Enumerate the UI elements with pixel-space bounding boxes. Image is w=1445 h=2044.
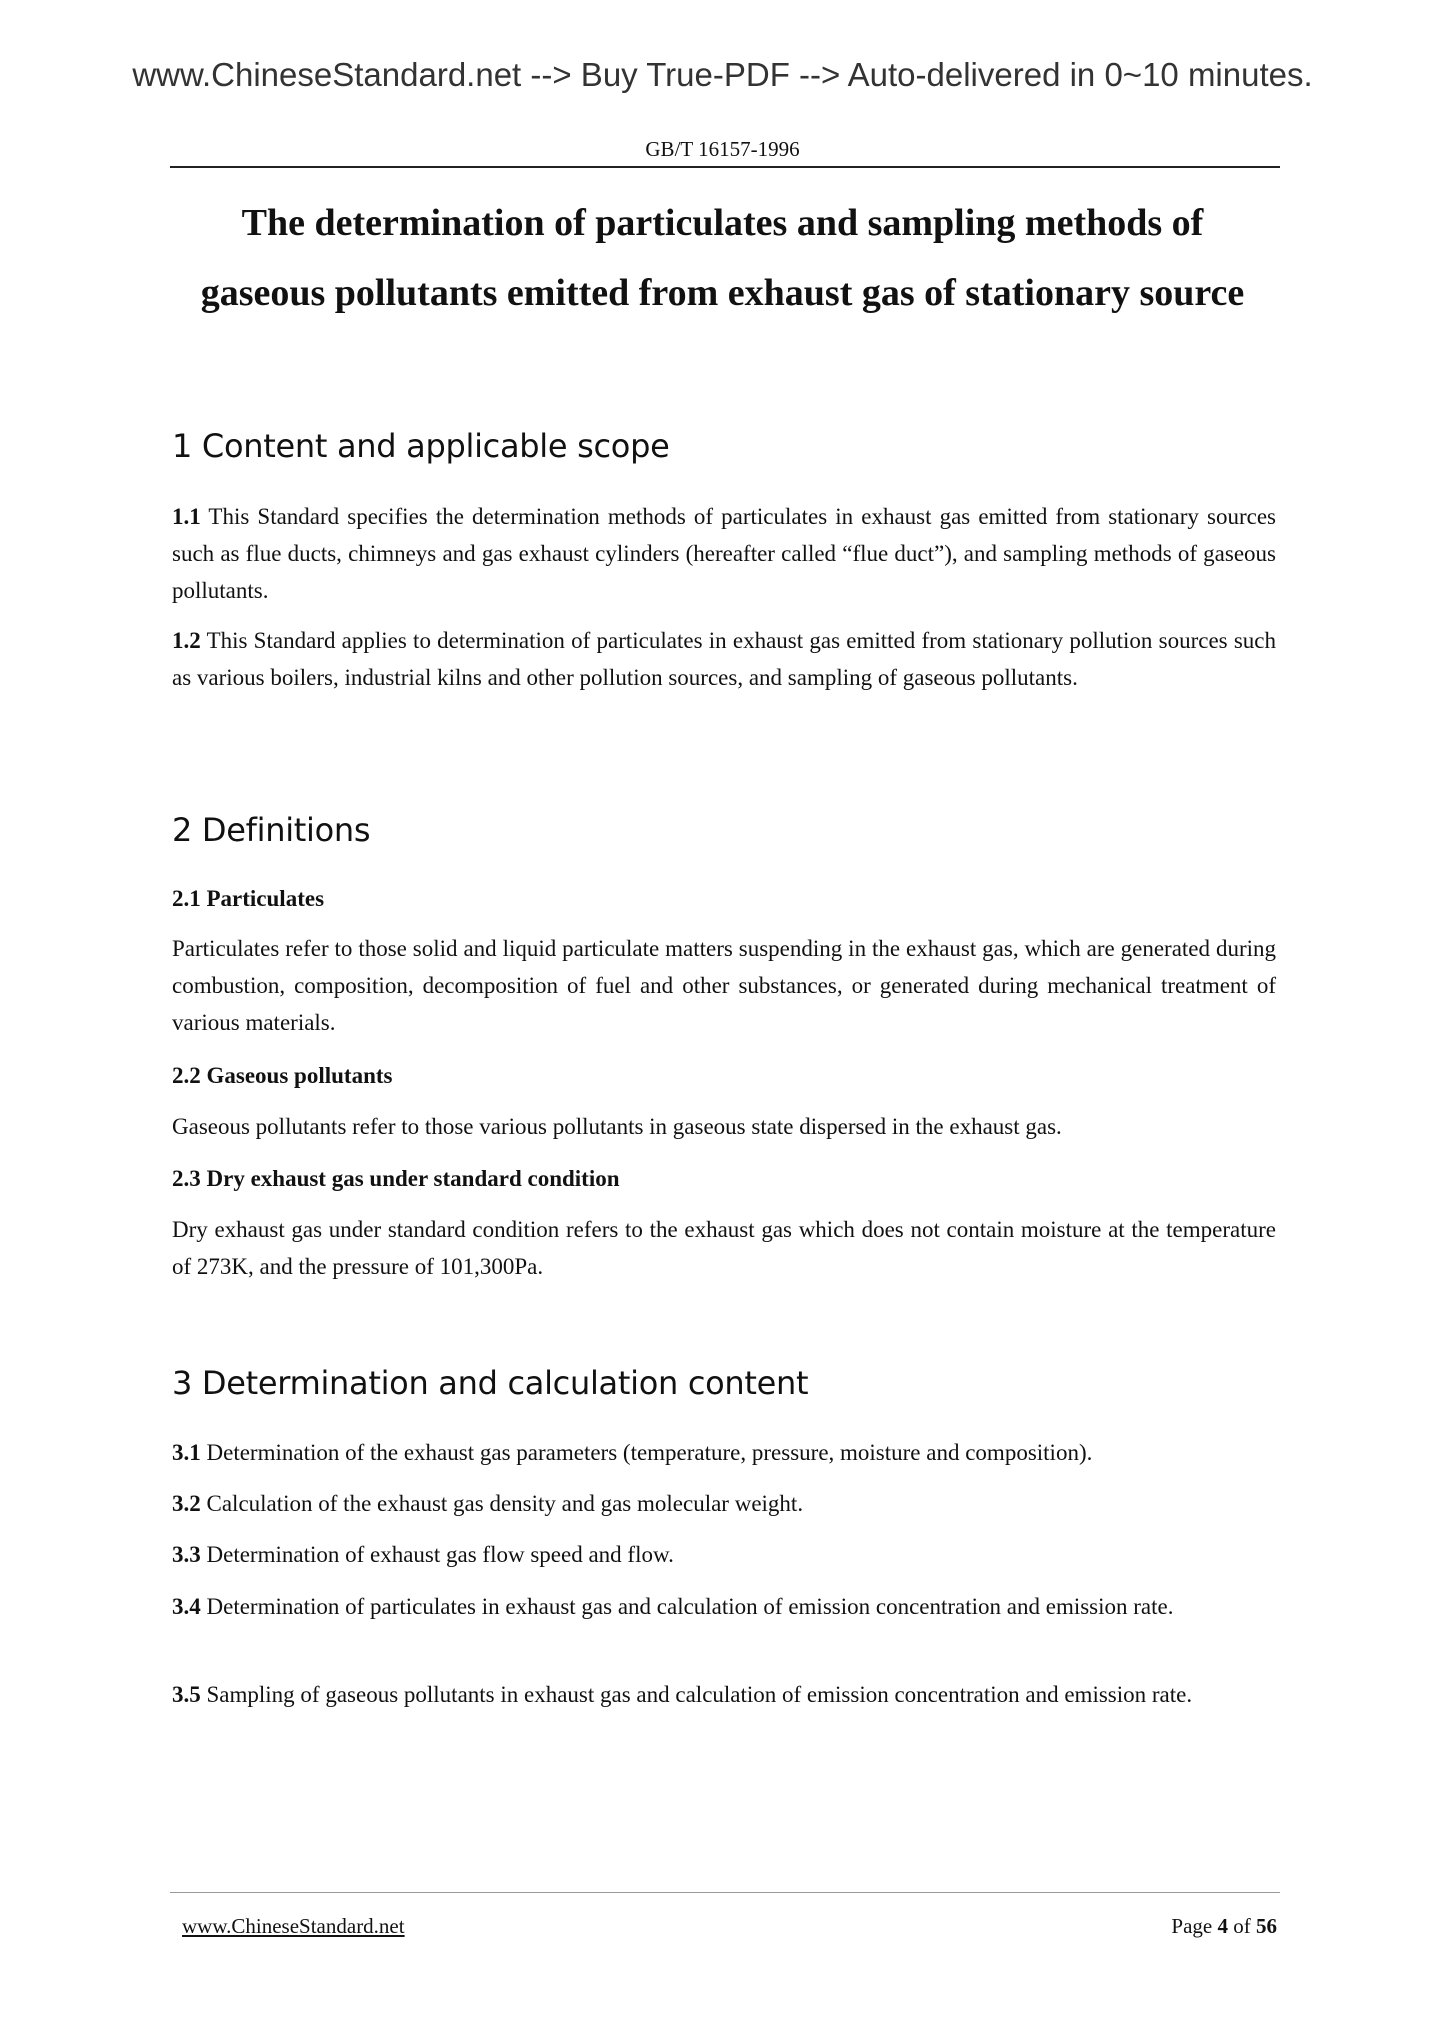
item-3-4 xyxy=(172,1588,1276,1625)
page-prefix: Page xyxy=(1171,1914,1218,1938)
paragraph-text: Determination of the exhaust gas parameters (temperature, pressure, moisture and composition). xyxy=(200,1440,1093,1465)
current-page: 4 xyxy=(1217,1914,1228,1938)
footer-divider xyxy=(170,1892,1280,1893)
definition-2-3-text: Dry exhaust gas under standard condition refers to the exhaust gas which does not contain moisture at the temperature of 273K, and the pressure of 101,300Pa. xyxy=(172,1217,1276,1279)
definition-2-2-text: Gaseous pollutants refer to those various pollutants in gaseous state dispersed in the exhaust gas. xyxy=(172,1114,1062,1139)
paragraph-text: Calculation of the exhaust gas density and gas molecular weight. xyxy=(200,1491,804,1516)
paragraph-text: This Standard applies to determination of particulates in exhaust gas emitted from stationary pollution sources such as various boilers, industrial kilns and other pollution sources, and sampling of gaseous pollutants. xyxy=(172,628,1276,690)
clause-number: 3.3 xyxy=(172,1542,201,1567)
definition-2-1-heading: 2.1 Particulates xyxy=(172,886,325,911)
paragraph-text: This Standard specifies the determination methods of particulates in exhaust gas emitted from stationary sources such as flue ducts, chimneys and gas exhaust cylinders (hereafter called “flue duct”), and sampling methods of gaseous pollutants. xyxy=(172,504,1276,603)
paragraph-1-2 xyxy=(172,622,1276,696)
page-separator: of xyxy=(1228,1914,1256,1938)
item-3-1 xyxy=(172,1434,1276,1471)
item-3-3 xyxy=(172,1536,1276,1573)
page-number xyxy=(1171,1914,1277,1939)
document-title-line-1: The determination of particulates and sampling methods of xyxy=(241,202,1204,244)
section-1-heading: 1 Content and applicable scope xyxy=(172,427,670,465)
header-divider xyxy=(170,166,1280,168)
clause-number: 3.2 xyxy=(172,1491,201,1516)
section-3-heading: 3 Determination and calculation content xyxy=(172,1364,809,1402)
section-2-heading: 2 Definitions xyxy=(172,811,371,849)
clause-number: 1.1 xyxy=(172,504,201,529)
paragraph-text: Determination of exhaust gas flow speed and flow. xyxy=(200,1542,674,1567)
paragraph-1-1 xyxy=(172,498,1276,609)
definition-2-1-text: Particulates refer to those solid and liquid particulate matters suspending in the exhaust gas, which are generated during combustion, composition, decomposition of fuel and other substances, or generated during mechanical treatment of various materials. xyxy=(172,936,1276,1035)
clause-number: 3.4 xyxy=(172,1594,201,1619)
paragraph-text: Determination of particulates in exhaust gas and calculation of emission concentration and emission rate. xyxy=(200,1594,1174,1619)
document-title-line-2: gaseous pollutants emitted from exhaust gas of stationary source xyxy=(200,272,1245,314)
footer-website-link[interactable]: www.ChineseStandard.net xyxy=(182,1914,405,1938)
document-title xyxy=(150,188,1295,328)
top-banner: www.ChineseStandard.net --> Buy True-PDF --> Auto-delivered in 0~10 minutes. xyxy=(132,56,1313,93)
item-3-5 xyxy=(172,1676,1276,1713)
definition-2-3-heading: 2.3 Dry exhaust gas under standard condition xyxy=(172,1166,620,1191)
clause-number: 3.1 xyxy=(172,1440,201,1465)
definition-2-2-heading: 2.2 Gaseous pollutants xyxy=(172,1063,393,1088)
document-code: GB/T 16157-1996 xyxy=(645,137,800,161)
item-3-2 xyxy=(172,1485,1276,1522)
total-pages: 56 xyxy=(1256,1914,1277,1938)
clause-number: 1.2 xyxy=(172,628,201,653)
clause-number: 3.5 xyxy=(172,1682,201,1707)
paragraph-text: Sampling of gaseous pollutants in exhaust gas and calculation of emission concentration and emission rate. xyxy=(200,1682,1193,1707)
